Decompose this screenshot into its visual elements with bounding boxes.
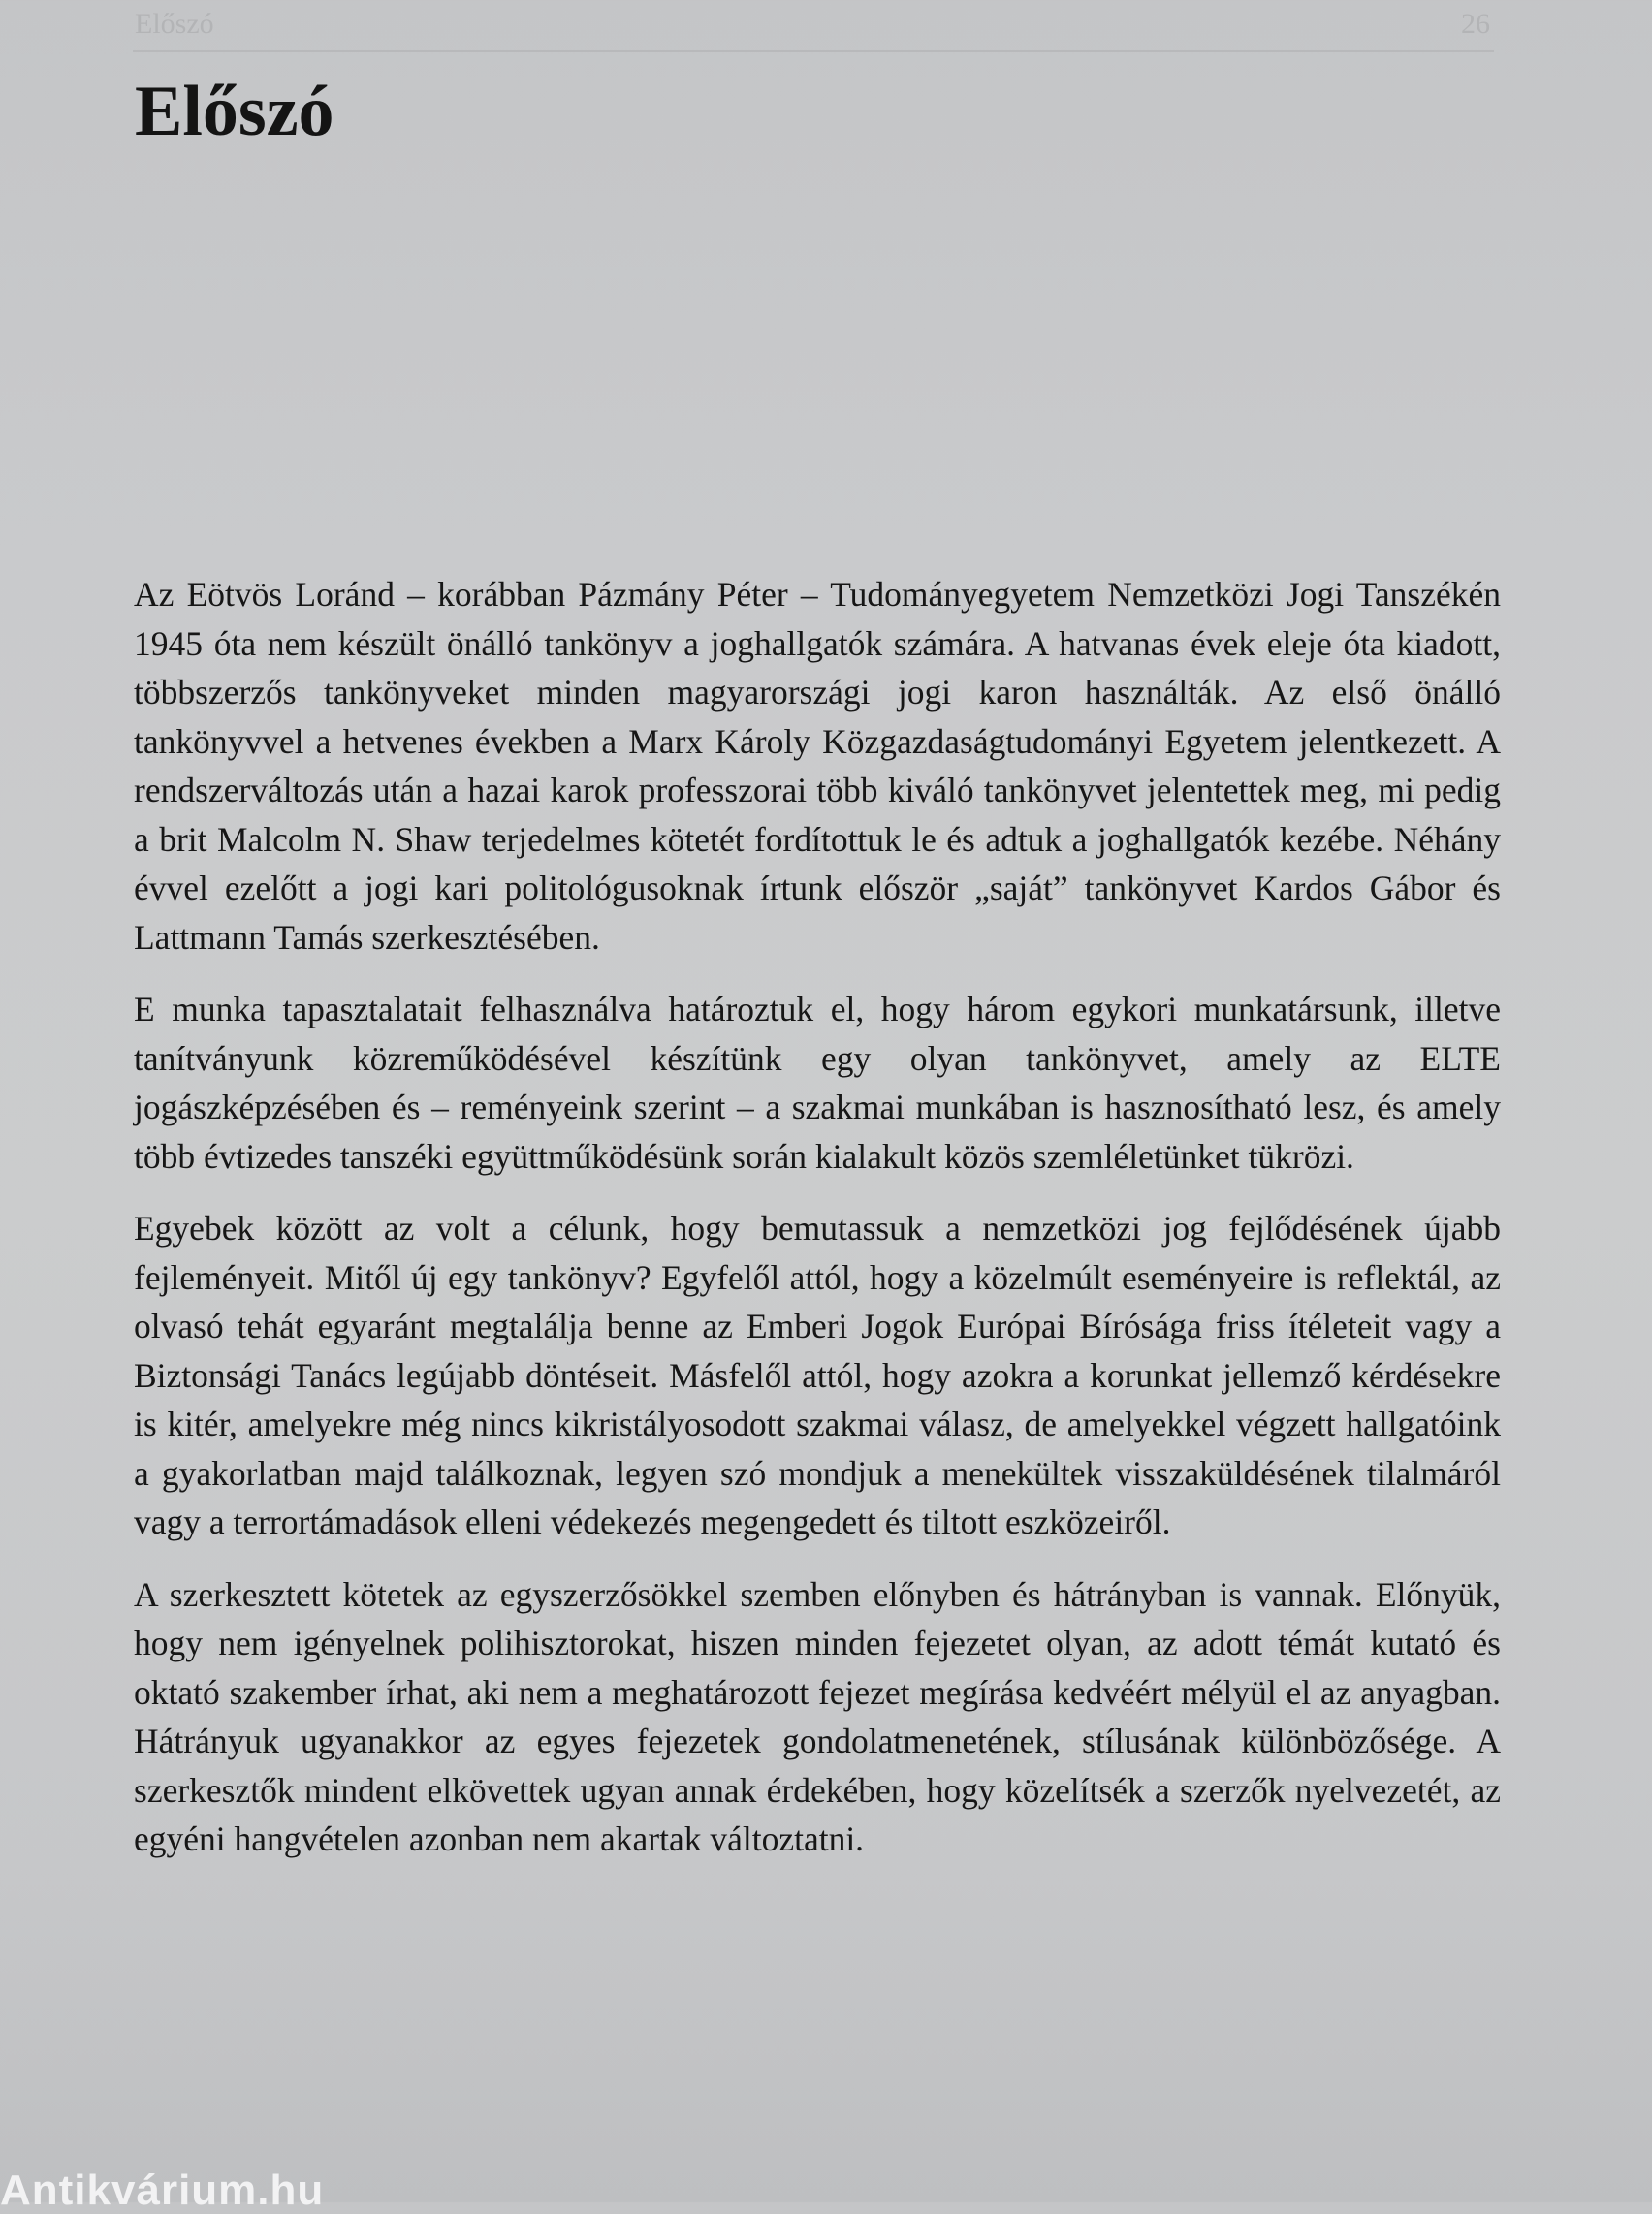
paragraph-4: A szerkesztett kötetek az egyszerzősökkel szemben előnyben és hátrányban is vannak. Előnyük, hogy nem igényelnek polihisztorokat, hiszen minden fejezetet olyan, az adott témát kutató és oktató szakember írhat, aki nem a meghatározott fejezet megírása kedvéért mélyül el az anyagban. Hátrányuk ugyanakkor az egyes fejezetek gondolatmenetének, stílusának különbözősége. A szerkesztők mindent elkövettek ugyan annak érdekében, hogy közelítsék a szerzők nyelvezetét, az egyéni hangvételen azonban nem akartak változtatni.: [134, 1574, 1501, 1858]
preface-body: [134, 570, 1501, 1887]
watermark: Antikvárium.hu: [0, 2167, 325, 2214]
bleed-through-running-header: [133, 4, 1494, 52]
bleed-through-page-number: 26: [1461, 8, 1490, 40]
paragraph-2: E munka tapasztalatait felhasználva határoztuk el, hogy három egykori munkatársunk, illetve tanítványunk közreműködésével készítünk egy olyan tankönyvet, amely az ELTE jogászképzésében és – reményeink szerint – a szakmai munkában is hasznosítható lesz, és amely több évtizedes tanszéki együttműködésünk során kialakult közös szemléletünket tükrözi.: [134, 990, 1501, 1176]
paragraph-3: Egyebek között az volt a célunk, hogy bemutassuk a nemzetközi jog fejlődésének újabb fejleményeit. Mitől új egy tankönyv? Egyfelől attól, hogy a közelmúlt eseményeire is reflektál, az olvasó tehát egyaránt megtalálja benne az Emberi Jogok Európai Bírósága friss ítéleteit vagy a Biztonsági Tanács legújabb döntéseit. Másfelől attól, hogy azokra a korunkat jellemző kérdésekre is kitér, amelyekre még nincs kikristályosodott szakmai válasz, de amelyekkel végzett hallgatóink a gyakorlatban majd találkoznak, legyen szó mondjuk a menekültek visszaküldésének tilalmáról vagy a terrortámadások elleni védekezés megengedett és tiltott eszközeiről.: [134, 1209, 1501, 1541]
chapter-title: Előszó: [135, 72, 334, 151]
paragraph-1: Az Eötvös Loránd – korábban Pázmány Péter – Tudományegyetem Nemzetközi Jogi Tanszékén 1945 óta nem készült önálló tankönyv a joghallgatók számára. A hatvanas évek eleje óta kiadott, többszerzős tankönyveket minden magyarországi jogi karon használták. Az első önálló tankönyvvel a hetvenes években a Marx Károly Közgazdaságtudományi Egyetem jelentkezett. A rendszerváltozás után a hazai karok professzorai több kiváló tankönyvet jelentettek meg, mi pedig a brit Malcolm N. Shaw terjedelmes kötetét fordítottuk le és adtuk a joghallgatók kezébe. Néhány évvel ezelőtt a jogi kari politológusoknak írtunk először „saját” tankönyvet Kardos Gábor és Lattmann Tamás szerkesztésében.: [134, 575, 1501, 957]
bleed-through-header-title: Előszó: [135, 8, 214, 40]
